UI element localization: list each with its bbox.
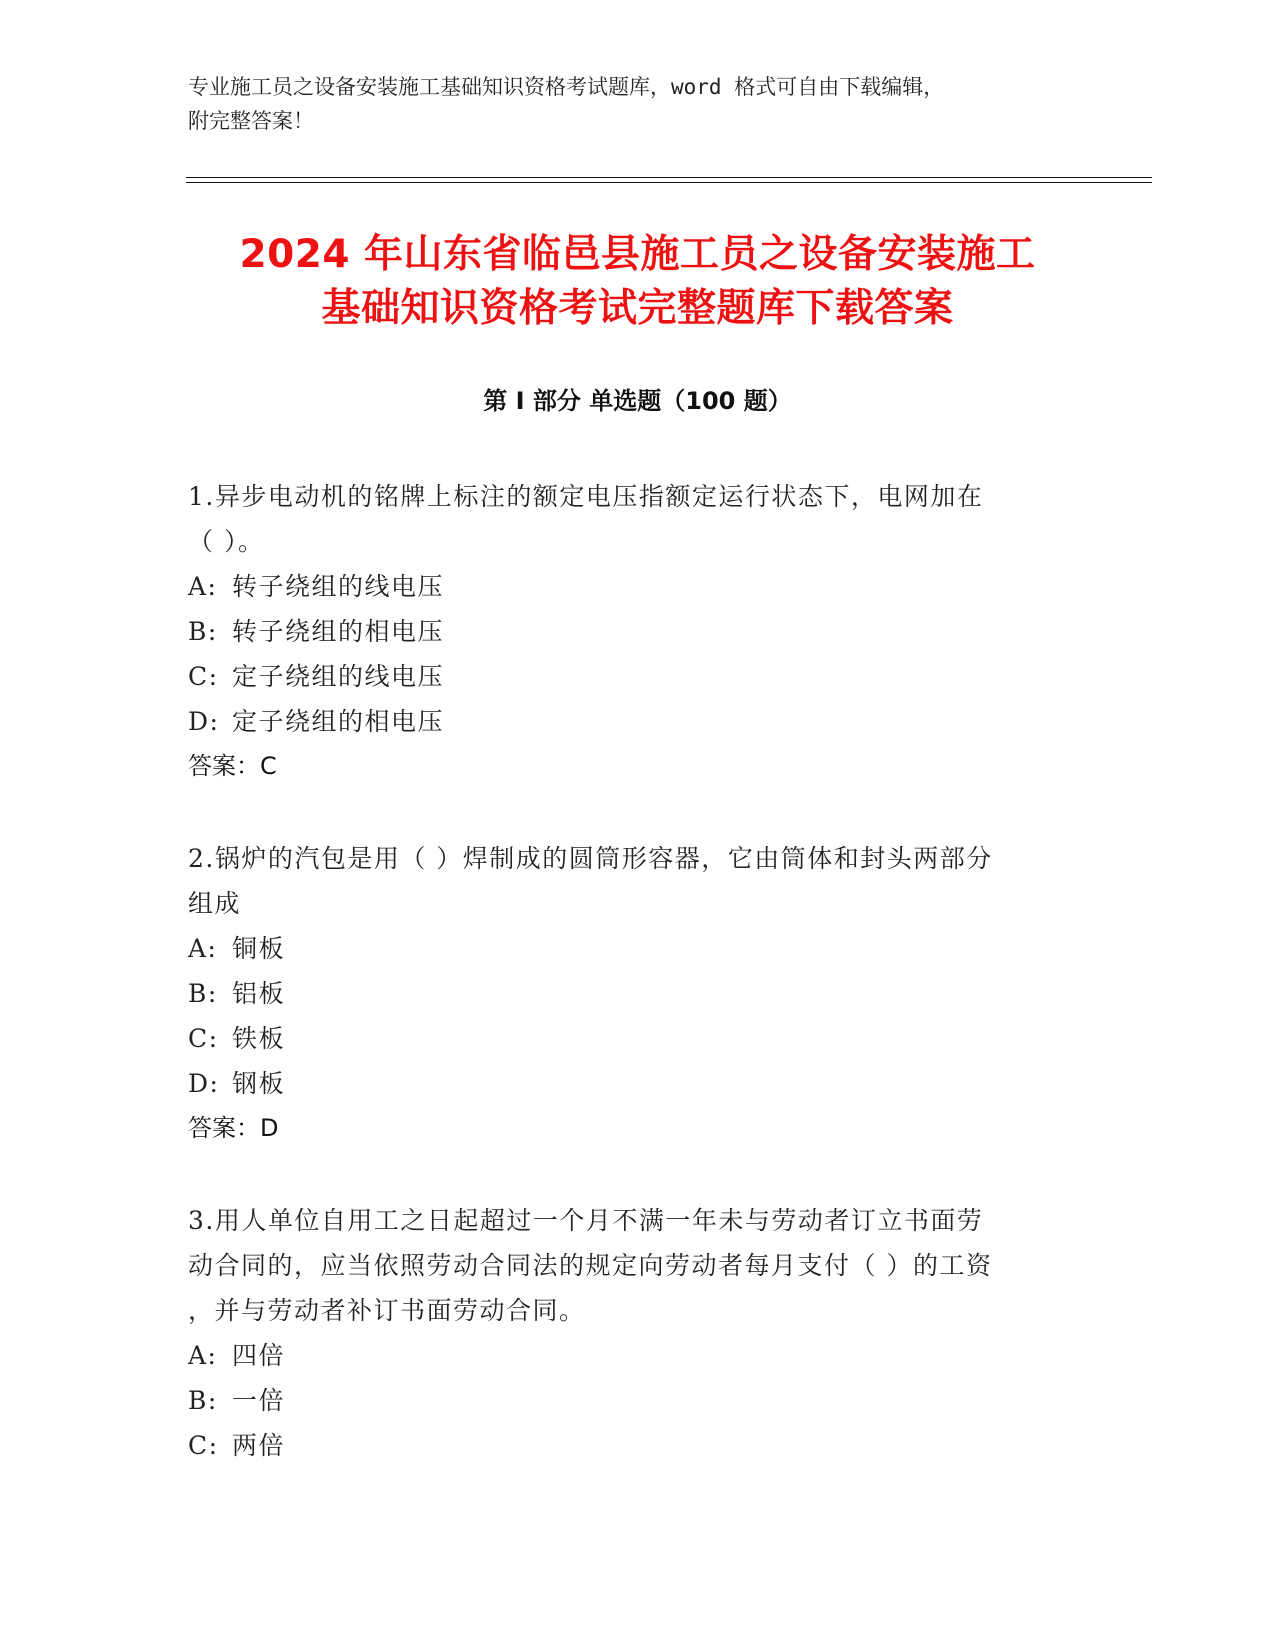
question-stem-line: 2.锅炉的汽包是用（ ）焊制成的圆筒形容器，它由筒体和封头两部分 xyxy=(188,844,993,873)
question-stem-line: 3.用人单位自用工之日起超过一个月不满一年未与劳动者订立书面劳 xyxy=(188,1206,984,1235)
option-b xyxy=(188,609,1088,654)
option-text: 四倍 xyxy=(232,1341,286,1370)
header-note-line: 附完整答案！ xyxy=(188,109,314,133)
option-b xyxy=(188,971,1088,1016)
option-letter: B: xyxy=(188,1386,218,1415)
option-text: 转子绕组的相电压 xyxy=(232,617,445,646)
option-text: 铝板 xyxy=(232,979,286,1008)
option-text: 钢板 xyxy=(232,1069,286,1098)
answer-line: 答案：C xyxy=(188,752,277,780)
option-text: 定子绕组的相电压 xyxy=(232,707,445,736)
option-letter: C: xyxy=(188,662,219,691)
question-stem xyxy=(188,1198,1088,1333)
document-title xyxy=(150,228,1125,336)
option-letter: C: xyxy=(188,1024,219,1053)
option-text: 定子绕组的线电压 xyxy=(232,662,445,691)
option-c xyxy=(188,1016,1088,1061)
option-text: 铜板 xyxy=(232,934,286,963)
option-text: 一倍 xyxy=(232,1386,286,1415)
option-letter: D: xyxy=(188,707,220,736)
document-title-line: 基础知识资格考试完整题库下载答案 xyxy=(321,286,954,331)
option-letter: A: xyxy=(188,934,218,963)
option-letter: C: xyxy=(188,1431,219,1460)
option-c xyxy=(188,654,1088,699)
question-stem-line: 1.异步电动机的铭牌上标注的额定电压指额定运行状态下，电网加在 xyxy=(188,482,984,511)
option-c xyxy=(188,1423,1088,1468)
header-divider xyxy=(186,177,1152,178)
header-note-line: 专业施工员之设备安装施工基础知识资格考试题库，word 格式可自由下载编辑， xyxy=(188,75,945,99)
option-text: 两倍 xyxy=(232,1431,286,1460)
header-divider xyxy=(186,182,1152,183)
question-1 xyxy=(188,474,1088,789)
option-letter: A: xyxy=(188,572,218,601)
option-a xyxy=(188,1333,1088,1378)
question-stem xyxy=(188,836,1088,926)
document-title-line: 2024 年山东省临邑县施工员之设备安装施工 xyxy=(239,232,1036,277)
question-stem-line: 组成 xyxy=(188,889,242,918)
option-letter: B: xyxy=(188,979,218,1008)
question-2 xyxy=(188,836,1088,1151)
option-letter: B: xyxy=(188,617,218,646)
option-letter: D: xyxy=(188,1069,220,1098)
option-d xyxy=(188,1061,1088,1106)
answer-line: 答案：D xyxy=(188,1114,279,1142)
option-text: 转子绕组的线电压 xyxy=(232,572,445,601)
question-stem-line: 动合同的，应当依照劳动合同法的规定向劳动者每月支付（ ）的工资 xyxy=(188,1251,993,1280)
option-d xyxy=(188,699,1088,744)
option-b xyxy=(188,1378,1088,1423)
question-3 xyxy=(188,1198,1088,1468)
question-stem xyxy=(188,474,1088,564)
question-stem-line: （ ）。 xyxy=(188,527,265,556)
option-letter: A: xyxy=(188,1341,218,1370)
option-a xyxy=(188,564,1088,609)
option-a xyxy=(188,926,1088,971)
question-stem-line: ，并与劳动者补订书面劳动合同。 xyxy=(188,1296,586,1325)
section-title: 第 I 部分 单选题（100 题） xyxy=(483,387,792,415)
header-note xyxy=(188,70,1088,138)
option-text: 铁板 xyxy=(232,1024,286,1053)
